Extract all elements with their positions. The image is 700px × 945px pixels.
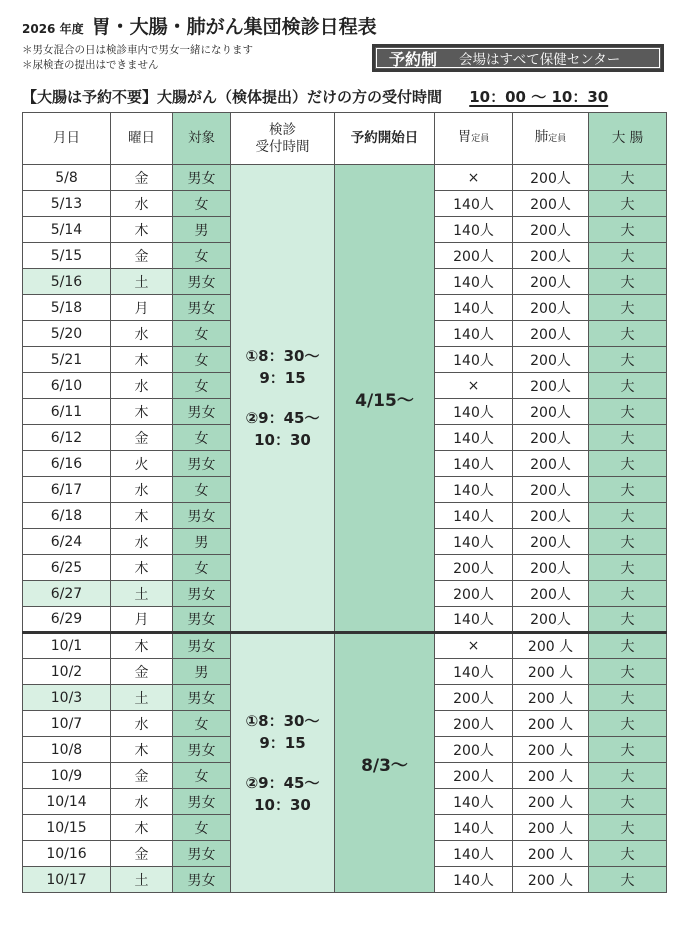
colon-cell: 大 [589, 191, 667, 217]
target-cell: 女 [173, 243, 231, 269]
day-cell: 水 [111, 789, 173, 815]
lung-capacity-cell: 200人 [513, 295, 589, 321]
page-title: 胃・大腸・肺がん集団検診日程表 [91, 16, 377, 38]
day-cell: 金 [111, 763, 173, 789]
lung-capacity-cell: 200 人 [513, 633, 589, 659]
target-cell: 男女 [173, 269, 231, 295]
schedule-table [22, 112, 667, 893]
day-cell: 木 [111, 633, 173, 659]
target-cell: 男 [173, 529, 231, 555]
day-cell: 木 [111, 399, 173, 425]
date-cell: 6/29 [23, 607, 111, 633]
reception-time-line: 9：15 [259, 369, 306, 387]
date-cell: 10/16 [23, 841, 111, 867]
lung-capacity-cell: 200 人 [513, 685, 589, 711]
target-cell: 男 [173, 659, 231, 685]
date-cell: 10/2 [23, 659, 111, 685]
target-cell: 女 [173, 425, 231, 451]
stomach-capacity-cell: 140人 [435, 451, 513, 477]
reception-time-line: ①8：30～ [245, 347, 320, 365]
day-cell: 水 [111, 373, 173, 399]
stomach-capacity-cell: × [435, 373, 513, 399]
reservation-banner [372, 44, 664, 72]
col-lung: 肺定員 [513, 113, 589, 165]
col-start: 予約開始日 [335, 113, 435, 165]
colon-cell: 大 [589, 867, 667, 893]
stomach-capacity-cell: 140人 [435, 503, 513, 529]
lung-capacity-cell: 200 人 [513, 867, 589, 893]
lung-capacity-cell: 200人 [513, 503, 589, 529]
stomach-capacity-cell: 140人 [435, 347, 513, 373]
day-cell: 木 [111, 217, 173, 243]
colon-cell: 大 [589, 789, 667, 815]
target-cell: 女 [173, 191, 231, 217]
date-cell: 6/12 [23, 425, 111, 451]
date-cell: 10/17 [23, 867, 111, 893]
reception-time-cell [231, 633, 335, 893]
stomach-capacity-cell: × [435, 633, 513, 659]
reservation-start-cell: 8/3～ [335, 633, 435, 893]
date-cell: 5/21 [23, 347, 111, 373]
colon-cell: 大 [589, 269, 667, 295]
colon-cell: 大 [589, 425, 667, 451]
stomach-capacity-cell: 200人 [435, 711, 513, 737]
reception-time-line: ②9：45～ [245, 774, 320, 792]
stomach-capacity-cell: 140人 [435, 815, 513, 841]
day-cell: 土 [111, 867, 173, 893]
colon-cell: 大 [589, 373, 667, 399]
lung-capacity-cell: 200 人 [513, 789, 589, 815]
colon-cell: 大 [589, 581, 667, 607]
stomach-capacity-cell: 200人 [435, 555, 513, 581]
day-cell: 木 [111, 737, 173, 763]
table-row [23, 165, 667, 191]
reception-time-line: 10：30 [254, 796, 311, 814]
target-cell: 女 [173, 347, 231, 373]
lung-capacity-cell: 200 人 [513, 763, 589, 789]
colon-note-text: 【大腸は予約不要】大腸がん（検体提出）だけの方の受付時間 [22, 88, 443, 106]
colon-cell: 大 [589, 217, 667, 243]
date-cell: 5/16 [23, 269, 111, 295]
lung-capacity-cell: 200人 [513, 347, 589, 373]
stomach-capacity-cell: 200人 [435, 763, 513, 789]
day-cell: 土 [111, 685, 173, 711]
day-cell: 火 [111, 451, 173, 477]
colon-reception-note [22, 86, 608, 107]
day-cell: 金 [111, 659, 173, 685]
lung-capacity-cell: 200人 [513, 269, 589, 295]
lung-capacity-cell: 200人 [513, 425, 589, 451]
lung-capacity-cell: 200 人 [513, 737, 589, 763]
target-cell: 女 [173, 477, 231, 503]
schedule-body [23, 165, 667, 893]
stomach-capacity-cell: 140人 [435, 789, 513, 815]
lung-capacity-cell: 200 人 [513, 711, 589, 737]
stomach-capacity-cell: 140人 [435, 269, 513, 295]
date-cell: 6/24 [23, 529, 111, 555]
note-urine: ＊尿検査の提出はできません [22, 59, 159, 71]
stomach-capacity-cell: 140人 [435, 425, 513, 451]
day-cell: 木 [111, 503, 173, 529]
table-row [23, 633, 667, 659]
stomach-capacity-cell: × [435, 165, 513, 191]
lung-capacity-cell: 200人 [513, 217, 589, 243]
target-cell: 男 [173, 217, 231, 243]
lung-capacity-cell: 200人 [513, 529, 589, 555]
colon-cell: 大 [589, 399, 667, 425]
colon-cell: 大 [589, 243, 667, 269]
reservation-label: 予約制 [389, 49, 438, 69]
lung-capacity-cell: 200人 [513, 607, 589, 633]
date-cell: 10/3 [23, 685, 111, 711]
colon-cell: 大 [589, 529, 667, 555]
day-cell: 土 [111, 581, 173, 607]
reception-time-line: 9：15 [259, 734, 306, 752]
day-cell: 金 [111, 243, 173, 269]
date-cell: 10/9 [23, 763, 111, 789]
date-cell: 5/18 [23, 295, 111, 321]
target-cell: 女 [173, 555, 231, 581]
day-cell: 水 [111, 477, 173, 503]
day-cell: 土 [111, 269, 173, 295]
colon-cell: 大 [589, 685, 667, 711]
date-cell: 10/15 [23, 815, 111, 841]
reception-time-cell [231, 165, 335, 633]
target-cell: 女 [173, 711, 231, 737]
col-day: 曜日 [111, 113, 173, 165]
colon-cell: 大 [589, 165, 667, 191]
stomach-capacity-cell: 200人 [435, 581, 513, 607]
lung-capacity-cell: 200人 [513, 451, 589, 477]
venue-text: 会場はすべて保健センター [459, 52, 621, 68]
lung-capacity-cell: 200人 [513, 321, 589, 347]
note-mixed: ＊男女混合の日は検診車内で男女一緒になります [22, 44, 253, 56]
day-cell: 木 [111, 815, 173, 841]
day-cell: 水 [111, 529, 173, 555]
date-cell: 10/7 [23, 711, 111, 737]
reception-time-line: ②9：45～ [245, 409, 320, 427]
reception-time-line: 10：30 [254, 431, 311, 449]
day-cell: 木 [111, 347, 173, 373]
colon-cell: 大 [589, 841, 667, 867]
col-colon: 大 腸 [589, 113, 667, 165]
colon-cell: 大 [589, 503, 667, 529]
date-cell: 5/15 [23, 243, 111, 269]
colon-cell: 大 [589, 737, 667, 763]
target-cell: 女 [173, 815, 231, 841]
target-cell: 男女 [173, 295, 231, 321]
date-cell: 5/20 [23, 321, 111, 347]
target-cell: 男女 [173, 607, 231, 633]
stomach-capacity-cell: 140人 [435, 399, 513, 425]
stomach-capacity-cell: 200人 [435, 737, 513, 763]
colon-note-time: 10：00 ～ 10：30 [469, 88, 609, 106]
stomach-capacity-cell: 140人 [435, 659, 513, 685]
day-cell: 月 [111, 607, 173, 633]
target-cell: 男女 [173, 685, 231, 711]
target-cell: 女 [173, 321, 231, 347]
colon-cell: 大 [589, 607, 667, 633]
target-cell: 男女 [173, 841, 231, 867]
colon-cell: 大 [589, 711, 667, 737]
target-cell: 男女 [173, 633, 231, 659]
stomach-capacity-cell: 140人 [435, 321, 513, 347]
header-row [23, 113, 667, 165]
target-cell: 男女 [173, 789, 231, 815]
col-target: 対象 [173, 113, 231, 165]
date-cell: 10/14 [23, 789, 111, 815]
colon-cell: 大 [589, 555, 667, 581]
colon-cell: 大 [589, 659, 667, 685]
notes [22, 43, 253, 73]
document-title-block [22, 12, 377, 39]
target-cell: 男女 [173, 503, 231, 529]
lung-capacity-cell: 200 人 [513, 841, 589, 867]
date-cell: 6/11 [23, 399, 111, 425]
lung-capacity-cell: 200人 [513, 555, 589, 581]
stomach-capacity-cell: 140人 [435, 867, 513, 893]
stomach-capacity-cell: 140人 [435, 191, 513, 217]
day-cell: 月 [111, 295, 173, 321]
lung-capacity-cell: 200人 [513, 581, 589, 607]
lung-capacity-cell: 200人 [513, 165, 589, 191]
target-cell: 男女 [173, 165, 231, 191]
lung-capacity-cell: 200人 [513, 373, 589, 399]
stomach-capacity-cell: 140人 [435, 529, 513, 555]
date-cell: 5/13 [23, 191, 111, 217]
day-cell: 水 [111, 321, 173, 347]
colon-cell: 大 [589, 295, 667, 321]
reception-time-line: ①8：30～ [245, 712, 320, 730]
stomach-capacity-cell: 140人 [435, 607, 513, 633]
fiscal-year: 2026 年度 [22, 22, 84, 36]
date-cell: 6/16 [23, 451, 111, 477]
col-time: 検診 受付時間 [231, 113, 335, 165]
target-cell: 男女 [173, 399, 231, 425]
colon-cell: 大 [589, 321, 667, 347]
date-cell: 6/17 [23, 477, 111, 503]
stomach-capacity-cell: 200人 [435, 243, 513, 269]
lung-capacity-cell: 200人 [513, 243, 589, 269]
colon-cell: 大 [589, 451, 667, 477]
lung-capacity-cell: 200人 [513, 399, 589, 425]
colon-cell: 大 [589, 815, 667, 841]
lung-capacity-cell: 200人 [513, 191, 589, 217]
target-cell: 男女 [173, 581, 231, 607]
colon-cell: 大 [589, 633, 667, 659]
day-cell: 水 [111, 191, 173, 217]
col-stomach: 胃定員 [435, 113, 513, 165]
target-cell: 女 [173, 373, 231, 399]
date-cell: 6/27 [23, 581, 111, 607]
reservation-start-cell: 4/15～ [335, 165, 435, 633]
stomach-capacity-cell: 140人 [435, 841, 513, 867]
date-cell: 5/8 [23, 165, 111, 191]
day-cell: 水 [111, 711, 173, 737]
stomach-capacity-cell: 140人 [435, 217, 513, 243]
day-cell: 金 [111, 165, 173, 191]
target-cell: 男女 [173, 451, 231, 477]
day-cell: 金 [111, 425, 173, 451]
date-cell: 6/10 [23, 373, 111, 399]
colon-cell: 大 [589, 347, 667, 373]
day-cell: 木 [111, 555, 173, 581]
day-cell: 金 [111, 841, 173, 867]
colon-cell: 大 [589, 477, 667, 503]
date-cell: 6/25 [23, 555, 111, 581]
col-date: 月日 [23, 113, 111, 165]
target-cell: 男女 [173, 867, 231, 893]
date-cell: 6/18 [23, 503, 111, 529]
stomach-capacity-cell: 140人 [435, 477, 513, 503]
date-cell: 10/8 [23, 737, 111, 763]
stomach-capacity-cell: 200人 [435, 685, 513, 711]
lung-capacity-cell: 200 人 [513, 659, 589, 685]
date-cell: 10/1 [23, 633, 111, 659]
lung-capacity-cell: 200人 [513, 477, 589, 503]
date-cell: 5/14 [23, 217, 111, 243]
target-cell: 男女 [173, 737, 231, 763]
stomach-capacity-cell: 140人 [435, 295, 513, 321]
lung-capacity-cell: 200 人 [513, 815, 589, 841]
colon-cell: 大 [589, 763, 667, 789]
target-cell: 女 [173, 763, 231, 789]
